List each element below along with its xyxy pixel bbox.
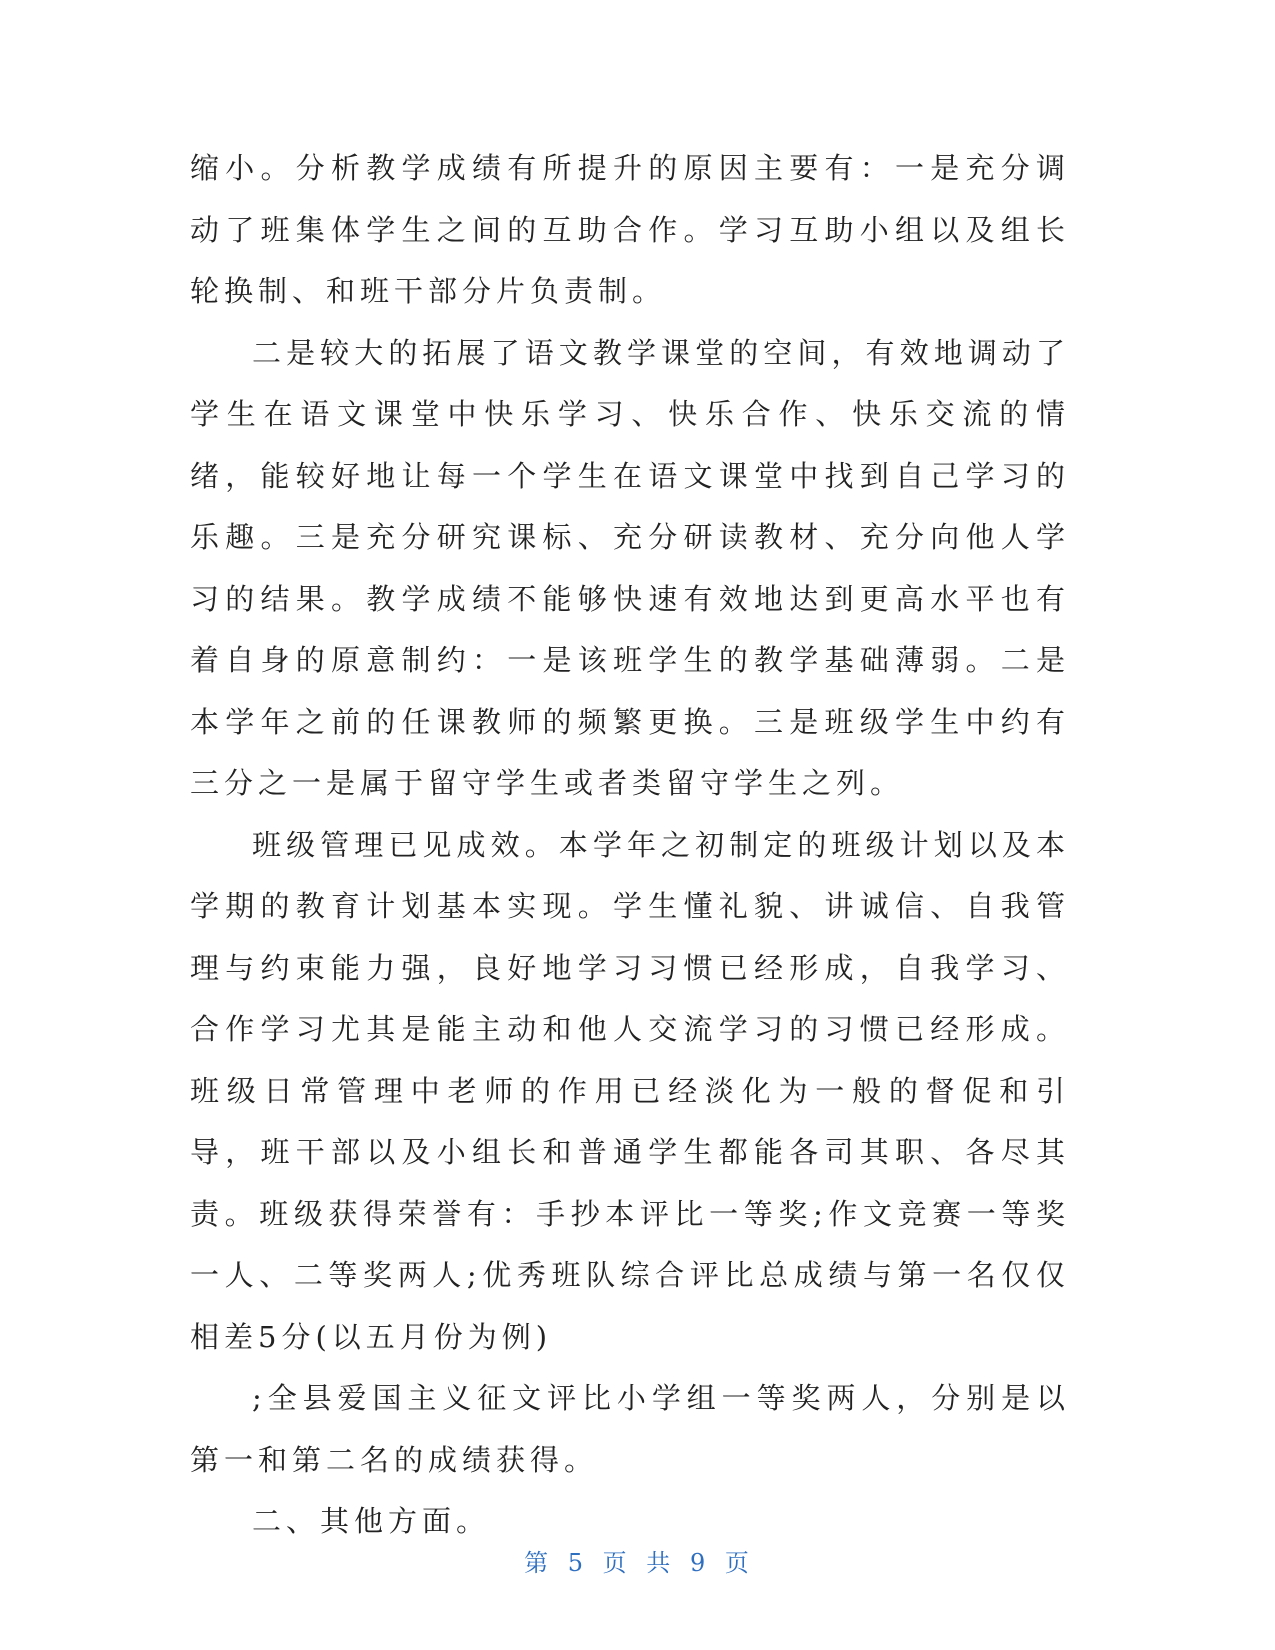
paragraph-3: 班级管理已见成效。本学年之初制定的班级计划以及本学期的教育计划基本实现。学生懂礼貌、讲诚信、自我管理与约束能力强，良好地学习习惯已经形成，自我学习、合作学习尤其是能主动和他人交流学习的习惯已经形成。班级日常管理中老师的作用已经淡化为一般的督促和引导，班干部以及小组长和普通学生都能各司其职、各尽其责。班级获得荣誉有：手抄本评比一等奖;作文竞赛一等奖一人、二等奖两人;优秀班队综合评比总成绩与第一名仅仅相差5分(以五月份为例) (190, 827, 1070, 1354)
paragraph-1: 缩小。分析教学成绩有所提升的原因主要有：一是充分调动了班集体学生之间的互助合作。学习互助小组以及组长轮换制、和班干部分片负责制。 (190, 151, 1070, 308)
paragraph-2: 二是较大的拓展了语文教学课堂的空间，有效地调动了学生在语文课堂中快乐学习、快乐合作、快乐交流的情绪，能较好地让每一个学生在语文课堂中找到自己学习的乐趣。三是充分研究课标、充分研读教材、充分向他人学习的结果。教学成绩不能够快速有效地达到更高水平也有着自身的原意制约：一是该班学生的教学基础薄弱。二是本学年之前的任课教师的频繁更换。三是班级学生中约有三分之一是属于留守学生或者类留守学生之列。 (190, 335, 1070, 800)
paragraph-5: 二、其他方面。 (252, 1504, 491, 1538)
document-body (190, 138, 1070, 1553)
page-number-footer: 第 5 页 共 9 页 (524, 1549, 751, 1577)
paragraph-4: ;全县爱国主义征文评比小学组一等奖两人，分别是以第一和第二名的成绩获得。 (190, 1381, 1070, 1477)
